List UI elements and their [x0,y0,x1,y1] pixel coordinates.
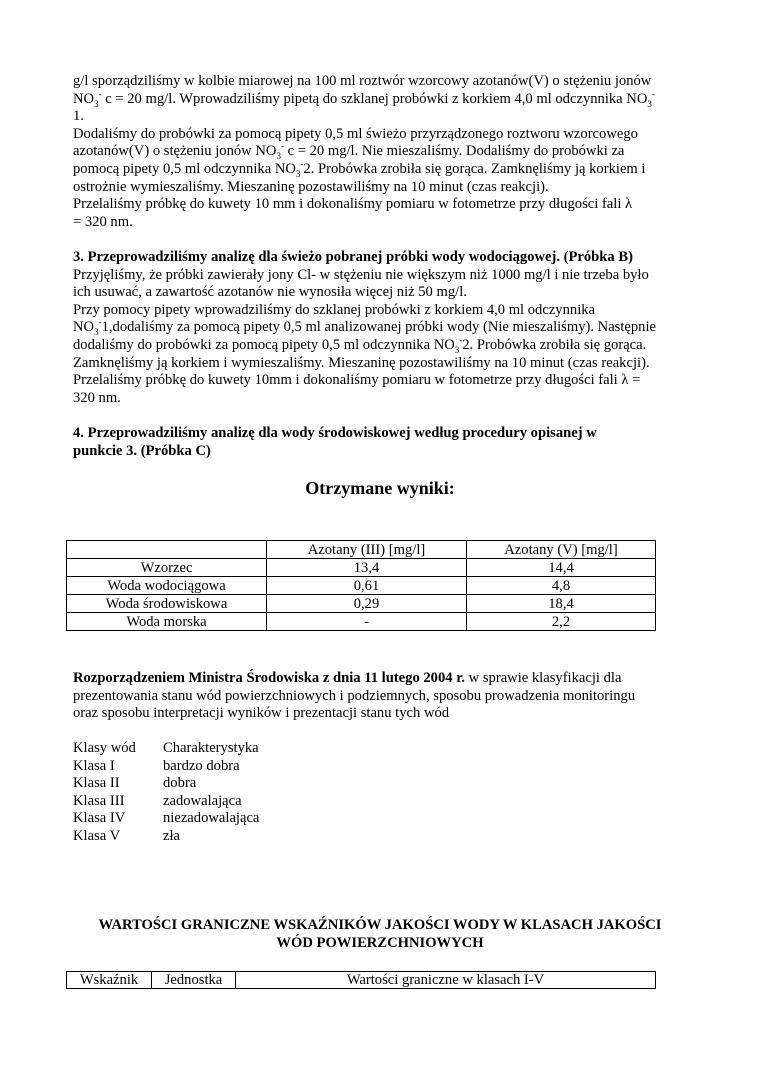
text-line: pomocą pipety 0,5 ml odczynnika $NO_3^-2$. Probówka zrobiła się gorąca. Zamknęliśmy ją korkiem i [73,159,646,179]
table-row [67,613,656,631]
table-cell: Wzorzec [67,559,267,577]
text-line: oraz sposobu interpretacji wyników i prezentacji stanu tych wód [73,705,450,722]
text-line: azotanów(V) o stężeniu jonów $NO_3^-$ c = 20 mg/l. Nie mieszaliśmy. Dodaliśmy do probówki za [73,141,625,162]
table-cell: Woda morska [67,613,267,631]
table-header-cell: Azotany (III) [mg/l] [267,541,467,559]
table-cell: 18,4 [467,595,656,613]
list-item: Klasa I bardzo dobra [73,757,240,774]
table-header-cell [67,541,267,559]
text-line: Dodaliśmy do probówki za pomocą pipety 0,5 ml świeżo przyrządzonego roztworu wzorcowego [73,125,638,142]
table-cell: 13,4 [267,559,467,577]
table-header-row [67,541,656,559]
text-line: g/l sporządziliśmy w kolbie miarowej na 100 ml roztwór wzorcowy azotanów(V) o stężeniu jonów [73,73,652,89]
text-line: $NO_3^-1,dodaliśmy$ za pomocą pipety 0,5 ml analizowanej próbki wody (Nie mieszaliśmy). Następnie [73,317,657,338]
table-header-cell: Jednostka [152,972,236,989]
table-header-cell: Azotany (V) [mg/l] [467,541,656,559]
text-line: prezentowania stanu wód powierzchniowych i podziemnych, sposobu prowadzenia monitoringu [73,687,636,704]
table-cell: 4,8 [467,577,656,595]
limits-title: WARTOŚCI GRANICZNE WSKAŹNIKÓW JAKOŚCI WODY W KLASACH JAKOŚCI WÓD POWIERZCHNIOWYCH [98,917,662,951]
regulation-paragraph [73,670,685,723]
table-header-cell: Wartości graniczne w klasach I-V [236,972,656,989]
water-classes-list [73,740,259,846]
list-item: Klasa V zła [73,827,181,844]
table-row [67,577,656,595]
section-4 [73,425,685,460]
table-cell: Woda środowiskowa [67,595,267,613]
text-line: ich usuwać, a zawartość azotanów nie wynosiła więcej niż 50 mg/l. [73,284,467,301]
section-heading: 3. Przeprowadziliśmy analizę dla świeżo pobranej próbki wody wodociągowej. (Próbka B) [73,249,633,265]
table-cell: 14,4 [467,559,656,577]
text-line: = 320 nm. [73,213,133,230]
text-line: $NO_3^-$ c = 20 mg/l. Wprowadziliśmy pipetą do szklanej probówki z korkiem 4,0 ml odczynnika $NO_3^-$ [73,88,655,109]
text-line: Przelaliśmy próbkę do kuwety 10 mm i dokonaliśmy pomiaru w fotometrze przy długości fali λ [73,196,633,213]
text-line: Zamknęliśmy ją korkiem i wymieszaliśmy. Mieszaninę pozostawiliśmy na 10 minut (czas reakcji). [73,354,650,371]
text-line: Przyjęliśmy, że próbki zawierały jony Cl- w stężeniu nie większym niż 1000 mg/l i nie trzeba było [73,266,649,283]
text-line: Rozporządzeniem Ministra Środowiska z dnia 11 lutego 2004 r. w sprawie klasyfikacji dla [73,670,622,686]
table-row [67,559,656,577]
text-line: 320 nm. [73,389,121,406]
table-cell: 2,2 [467,613,656,631]
text-line: 1. [73,108,84,125]
list-item: Klasa II dobra [73,775,197,792]
table-header-cell: Wskaźnik [67,972,152,989]
intro-paragraph [73,73,685,231]
text-line: Przy pomocy pipety wprowadziliśmy do szklanej probówki z korkiem 4,0 ml odczynnika [73,301,596,318]
table-cell: Woda wodociągowa [67,577,267,595]
table-row [67,595,656,613]
text-line: dodaliśmy do probówki za pomocą pipety 0,5 ml odczynnika $NO_3^-2$. Probówka zrobiła się gorąca. [73,335,647,355]
results-title: Otrzymane wyniki: [305,478,455,498]
list-item: Klasa III zadowalająca [73,792,242,809]
table-header-row [67,972,656,989]
limits-table [66,971,656,989]
table-cell: 0,61 [267,577,467,595]
section-heading: 4. Przeprowadziliśmy analizę dla wody środowiskowej według procedury opisanej w [73,425,597,441]
table-cell: 0,29 [267,595,467,613]
results-table [66,540,656,631]
table-cell: - [267,613,467,631]
section-heading: punkcie 3. (Próbka C) [73,442,211,459]
list-item: Klasy wód Charakterystyka [73,740,259,756]
section-3 [73,249,685,407]
list-item: Klasa IV niezadowalająca [73,810,260,827]
text-line: Przelaliśmy próbkę do kuwety 10mm i dokonaliśmy pomiaru w fotometrze przy długości fali λ = [73,372,641,389]
text-line: ostrożnie wymieszaliśmy. Mieszaninę pozostawiliśmy na 10 minut (czas reakcji). [73,178,549,195]
